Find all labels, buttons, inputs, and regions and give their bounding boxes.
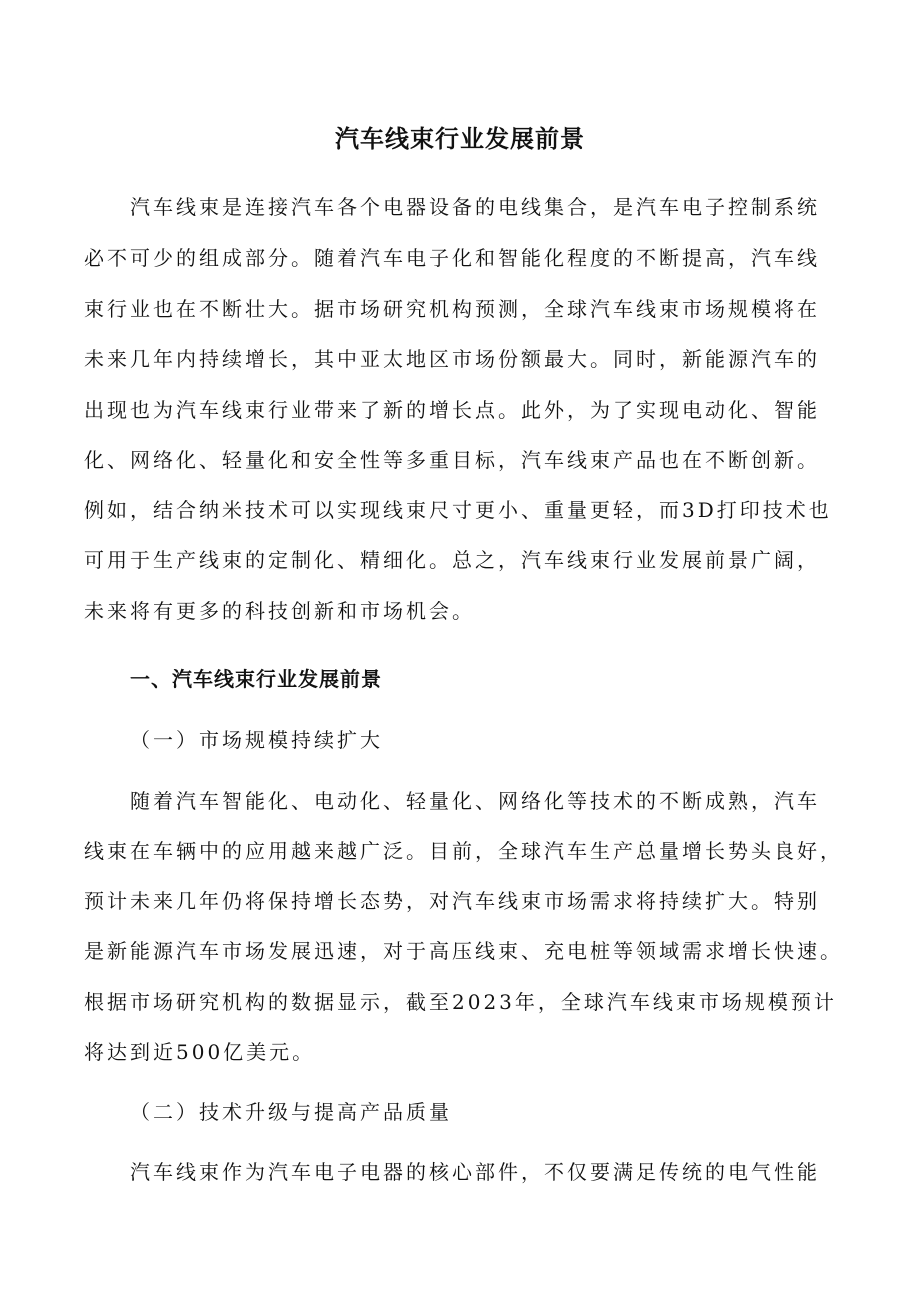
paragraph-line: 例如，结合纳米技术可以实现线束尺寸更小、重量更轻，而3D打印技术也 bbox=[84, 498, 832, 522]
paragraph-line: 可用于生产线束的定制化、精细化。总之，汽车线束行业发展前景广阔， bbox=[84, 548, 820, 572]
paragraph-line: 汽车线束作为汽车电子电器的核心部件，不仅要满足传统的电气性能 bbox=[130, 1160, 820, 1184]
paragraph-line: 化、网络化、轻量化和安全性等多重目标，汽车线束产品也在不断创新。 bbox=[84, 448, 820, 472]
paragraph-line: 线束在车辆中的应用越来越广泛。目前，全球汽车生产总量增长势头良好， bbox=[84, 839, 843, 863]
paragraph-line: 将达到近500亿美元。 bbox=[84, 1040, 316, 1064]
paragraph-line: 束行业也在不断壮大。据市场研究机构预测，全球汽车线束市场规模将在 bbox=[84, 297, 820, 321]
subsection-heading: （二）技术升级与提高产品质量 bbox=[130, 1100, 452, 1124]
paragraph-line: 是新能源汽车市场发展迅速，对于高压线束、充电桩等领域需求增长快速。 bbox=[84, 939, 843, 963]
paragraph-line: 根据市场研究机构的数据显示，截至2023年，全球汽车线束市场规模预计 bbox=[84, 990, 837, 1014]
paragraph-line: 预计未来几年仍将保持增长态势，对汽车线束市场需求将持续扩大。特别 bbox=[84, 889, 820, 913]
document-title: 汽车线束行业发展前景 bbox=[335, 125, 585, 153]
paragraph-line: 出现也为汽车线束行业带来了新的增长点。此外，为了实现电动化、智能 bbox=[84, 398, 820, 422]
section-heading: 一、汽车线束行业发展前景 bbox=[130, 667, 382, 691]
paragraph-line: 未来将有更多的科技创新和市场机会。 bbox=[84, 599, 475, 623]
paragraph-line: 汽车线束是连接汽车各个电器设备的电线集合，是汽车电子控制系统 bbox=[130, 195, 820, 219]
paragraph-line: 必不可少的组成部分。随着汽车电子化和智能化程度的不断提高，汽车线 bbox=[84, 246, 820, 270]
subsection-heading: （一）市场规模持续扩大 bbox=[130, 728, 383, 752]
paragraph-line: 随着汽车智能化、电动化、轻量化、网络化等技术的不断成熟，汽车 bbox=[130, 789, 820, 813]
paragraph-line: 未来几年内持续增长，其中亚太地区市场份额最大。同时，新能源汽车的 bbox=[84, 347, 820, 371]
